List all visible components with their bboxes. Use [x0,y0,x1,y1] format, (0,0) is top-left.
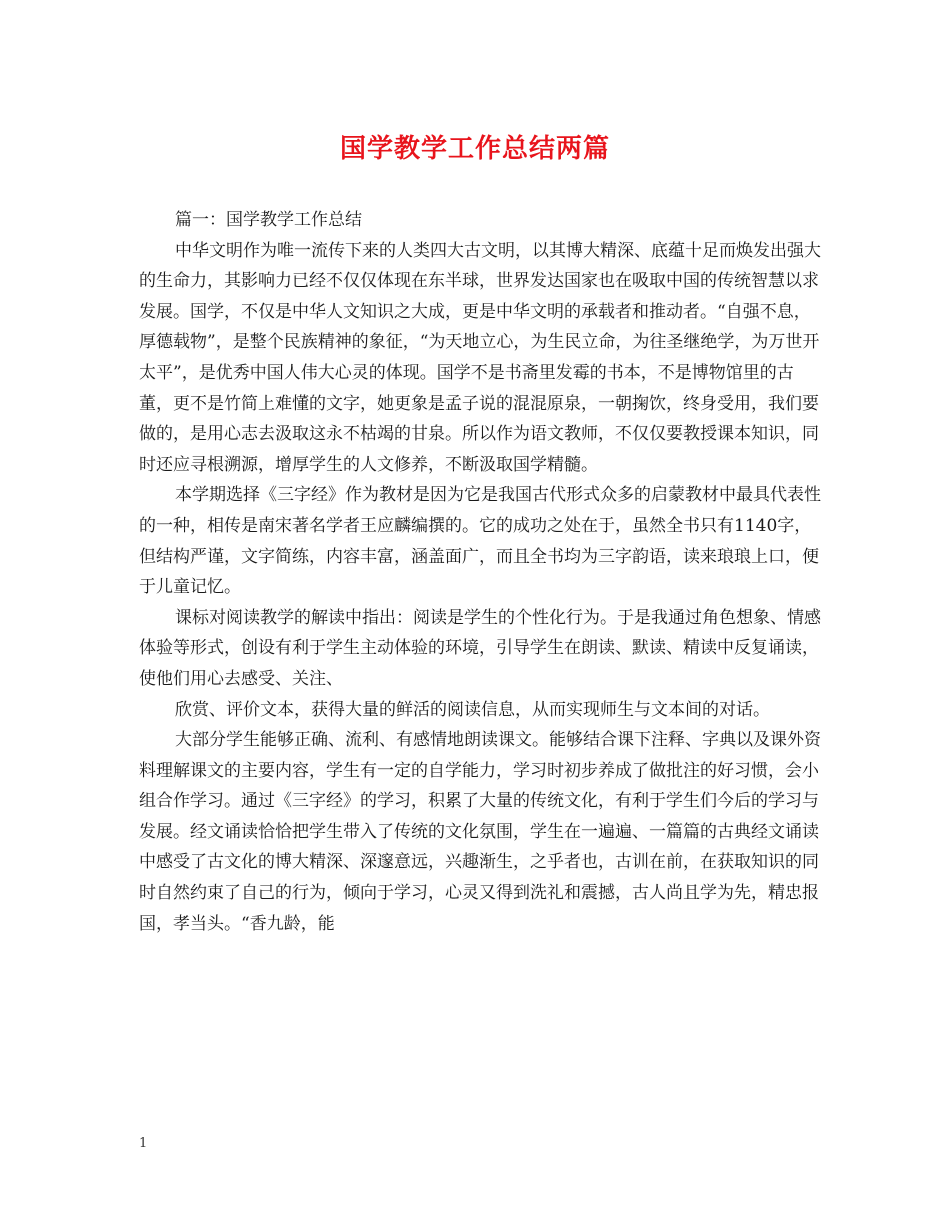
document-body [139,205,821,939]
paragraph: 本学期选择《三字经》作为教材是因为它是我国古代形式众多的启蒙教材中最具代表性的一种，相传是南宋著名学者王应麟编撰的。它的成功之处在于，虽然全书只有1140字，但结构严谨，文字简练，内容丰富，涵盖面广，而且全书均为三字韵语，读来琅琅上口，便于儿童记忆。 [139,485,821,598]
page-number: 1 [139,1136,148,1151]
document-title: 国学教学工作总结两篇 [339,134,610,164]
paragraph: 欣赏、评价文本，获得大量的鲜活的阅读信息，从而实现师生与文本间的对话。 [175,699,770,720]
paragraph: 大部分学生能够正确、流利、有感情地朗读课文。能够结合课下注释、字典以及课外资料理解课文的主要内容，学生有一定的自学能力，学习时初步养成了做批注的好习惯，会小组合作学习。通过《三字经》的学习，积累了大量的传统文化，有利于学生们今后的学习与发展。经文诵读恰恰把学生带入了传统的文化氛围，学生在一遍遍、一篇篇的古典经文诵读中感受了古文化的博大精深、深邃意远，兴趣渐生，之乎者也，古训在前，在获取知识的同时自然约束了自己的行为，倾向于学习，心灵又得到洗礼和震撼，古人尚且学为先，精忠报国，孝当头。“香九龄，能 [139,730,821,934]
paragraph: 课标对阅读教学的解读中指出：阅读是学生的个性化行为。于是我通过角色想象、情感体验等形式，创设有利于学生主动体验的环境，引导学生在朗读、默读、精读中反复诵读，使他们用心去感受、关注、 [139,607,821,689]
section-heading: 篇一：国学教学工作总结 [175,210,362,230]
paragraph: 中华文明作为唯一流传下来的人类四大古文明，以其博大精深、底蕴十足而焕发出强大的生命力，其影响力已经不仅仅体现在东半球，世界发达国家也在吸取中国的传统智慧以求发展。国学，不仅是中华人文知识之大成，更是中华文明的承载者和推动者。“自强不息，厚德载物”，是整个民族精神的象征，“为天地立心，为生民立命，为往圣继绝学，为万世开太平”，是优秀中国人伟大心灵的体现。国学不是书斋里发霉的书本，不是博物馆里的古董，更不是竹简上难懂的文字，她更象是孟子说的混混原泉，一朝掬饮，终身受用，我们要做的，是用心志去汲取这永不枯竭的甘泉。所以作为语文教师，不仅仅要教授课本知识，同时还应寻根溯源，增厚学生的人文修养，不断汲取国学精髓。 [139,240,821,475]
